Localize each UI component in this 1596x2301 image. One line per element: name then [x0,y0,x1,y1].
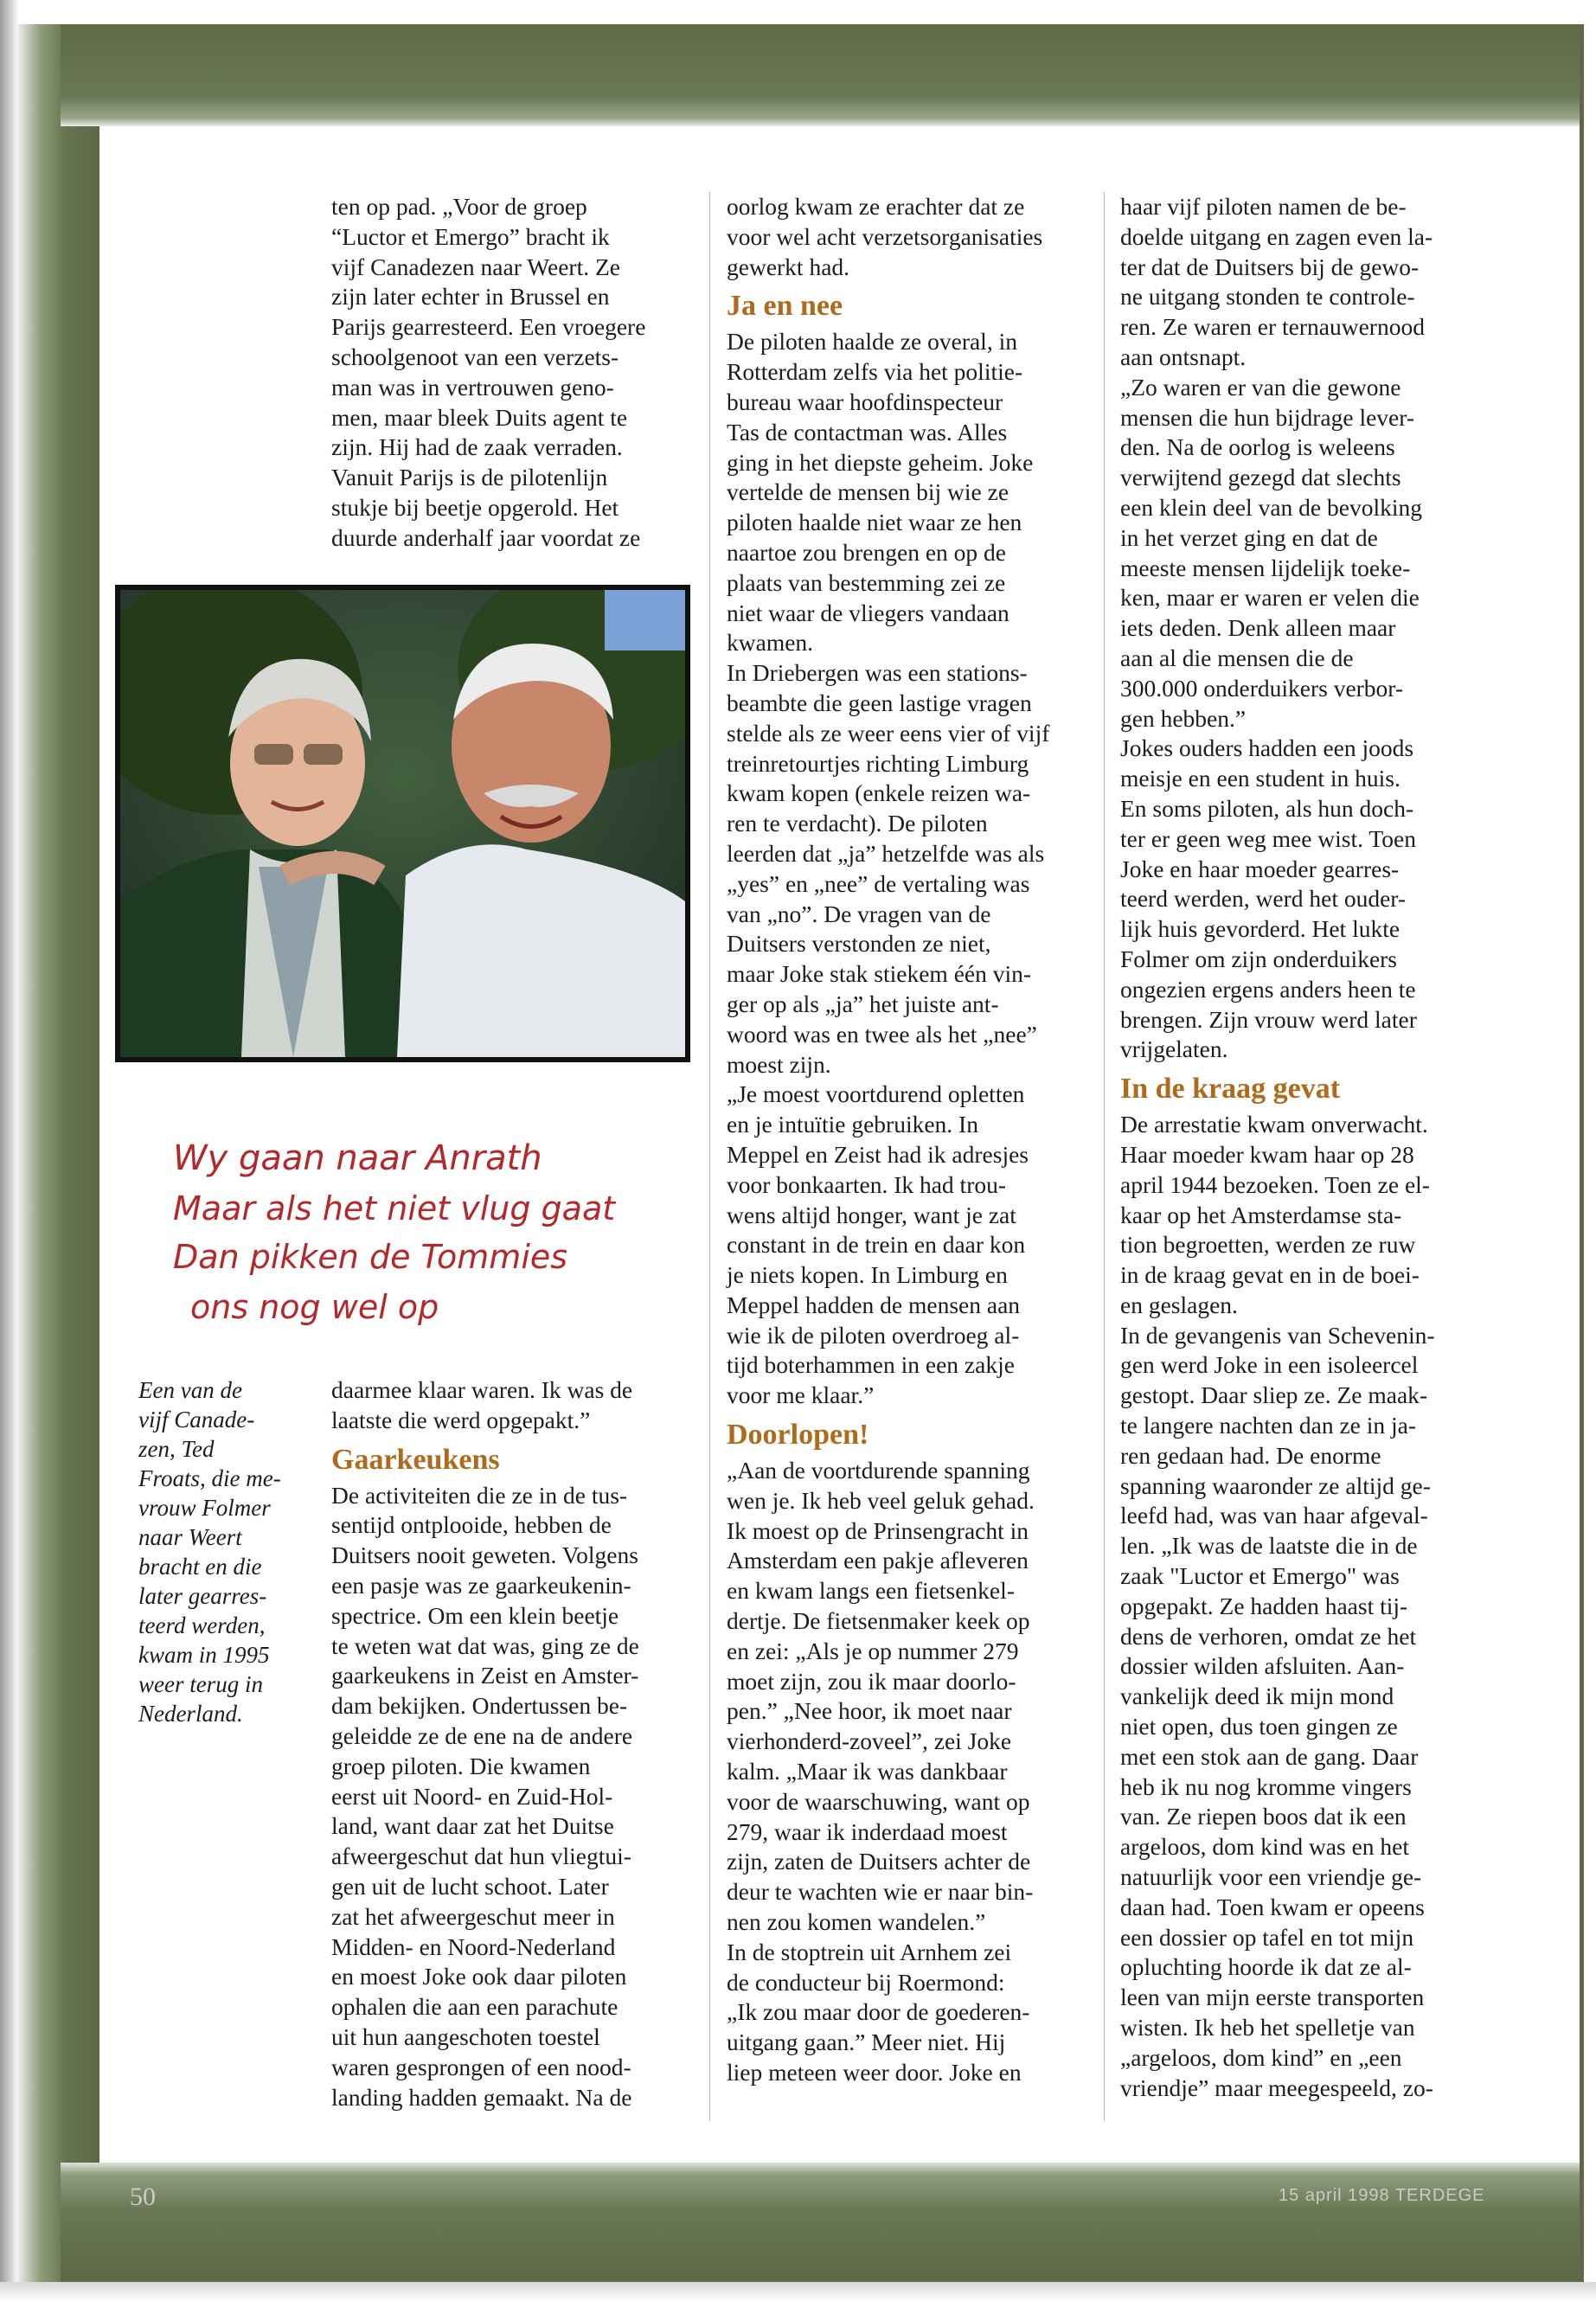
text-line: men, maar bleek Duits agent te [331,403,628,431]
column-1-top [331,192,693,554]
column-2 [727,192,1088,2088]
text-line: constant in de trein en daar kon [727,1231,1026,1259]
text-line: vijf Canadezen naar Weert. Ze [331,253,620,280]
text-line: meeste mensen lijdelijk toeke- [1120,554,1411,581]
text-line: laatste die werd opgepakt.” [331,1406,591,1433]
text-line: uit hun aangeschoten toestel [331,2022,600,2050]
text-line: dam bekijken. Ondertussen be- [331,1692,628,1720]
text-line: land, want daar zat het Duitse [331,1812,614,1840]
text-line: „yes” en „nee” de vertaling was [727,869,1030,897]
caption-line: weer terug in [138,1671,263,1697]
heading-doorlopen: Doorlopen! [727,1419,869,1452]
text-line: ger op als „ja” het juiste ant- [727,990,999,1017]
text-line: „Zo waren er van die gewone [1120,373,1401,401]
heading-gaarkeukens: Gaarkeukens [331,1443,500,1476]
text-line: niet open, dus toen gingen ze [1120,1713,1398,1740]
text-line: ophalen die aan een parachute [331,1993,619,2021]
text-line: ging in het diepste geheim. Joke [727,448,1034,476]
column-divider [709,192,710,2121]
text-line: Meppel hadden de mensen aan [727,1291,1021,1318]
text-line: leerden dat „ja” hetzelfde was als [727,839,1045,867]
text-line: vriendje” maar meegespeeld, zo- [1120,2073,1433,2101]
text-line: ren gedaan had. De enorme [1120,1441,1381,1469]
text-line: een pasje was ze gaarkeukenin- [331,1571,631,1599]
text-line: doelde uitgang en zagen even la- [1120,222,1433,250]
photo-illustration [120,590,685,1057]
text-line: en zei: „Als je op nummer 279 [727,1637,1019,1664]
text-line: spectrice. Om een klein beetje [331,1601,619,1629]
text-line: een klein deel van de bevolking [1120,493,1422,521]
caption-line: teerd werden, [138,1612,266,1638]
text-line: gestopt. Daar sliep ze. Ze maak- [1120,1381,1428,1409]
text-line: en geslagen. [1120,1291,1238,1318]
left-scan-shadow [0,0,19,2301]
text-line: En soms piloten, als hun doch- [1120,794,1414,822]
text-line: leefd had, was van haar afgeval- [1120,1502,1428,1529]
text-line: gen werd Joke in een isoleercel [1120,1351,1419,1379]
text-line: ken, maar er waren er velen die [1120,584,1420,612]
text-line: je niets kopen. In Limburg en [727,1261,1008,1289]
column-3 [1120,192,1492,2103]
text-line: 279, waar ik inderdaad moest [727,1817,1008,1845]
text-line: kaar op het Amsterdamse sta- [1120,1201,1402,1228]
caption-line: vrouw Folmer [138,1495,271,1521]
text-line: sentijd ontplooide, hebben de [331,1511,612,1539]
top-green-band [61,24,1581,126]
text-line: duurde anderhalf jaar voordat ze [331,523,641,551]
text-line: Duitsers verstonden ze niet, [727,930,991,958]
text-line: tion begroetten, werden ze ruw [1120,1231,1416,1259]
heading-ja-en-nee: Ja en nee [727,290,843,323]
text-line: brengen. Zijn vrouw werd later [1120,1005,1417,1033]
text-line: oorlog kwam ze erachter dat ze [727,193,1025,220]
caption-line: zen, Ted [138,1436,215,1462]
text-line: In Driebergen was een stations- [727,659,1028,687]
text-line: niet waar de vliegers vandaan [727,599,1010,626]
text-line: dens de verhoren, omdat ze het [1120,1622,1417,1650]
handwriting-svg [164,1125,701,1332]
text-line: wie ik de piloten overdroeg al- [727,1321,1020,1349]
text-line: „Aan de voortdurende spanning [727,1457,1030,1484]
text-line: beambte die geen lastige vragen [727,689,1032,716]
text-line: gaarkeukens in Zeist en Amster- [331,1662,639,1689]
photo-couple [115,585,690,1062]
caption-line: Froats, die me- [138,1465,281,1491]
text-line: Ik moest op de Prinsengracht in [727,1516,1029,1544]
handwriting-line-1: Wy gaan naar Anrath [173,1138,542,1178]
text-line: stukje bij beetje opgerold. Het [331,493,619,521]
text-line: zat het afweergeschut meer in [331,1902,615,1930]
text-line: van. Ze riepen boos dat ik een [1120,1803,1407,1830]
text-line: Folmer om zijn onderduikers [1120,945,1398,972]
caption-line: bracht en die [138,1554,262,1580]
text-line: spanning waaronder ze altijd ge- [1120,1471,1431,1499]
text-line: Parijs gearresteerd. Een vroegere [331,313,646,341]
text-line: meisje en een student in huis. [1120,765,1401,792]
text-line: Meppel en Zeist had ik adresjes [727,1140,1029,1168]
text-line: zijn. Hij had de zaak verraden. [331,433,623,461]
text-line: wisten. Ik heb het spelletje van [1120,2014,1415,2041]
text-line: naartoe zou brengen en op de [727,538,1006,566]
text-line: In de stoptrein uit Arnhem zei [727,1938,1012,1965]
text-line: met een stok aan de gang. Daar [1120,1742,1419,1770]
text-line: gen hebben.” [1120,704,1247,732]
text-line: aan ontsnapt. [1120,343,1247,370]
text-line: vertelde de mensen bij wie ze [727,478,1010,506]
text-line: piloten haalde niet waar ze hen [727,509,1022,536]
text-line: geleidde ze de ene na de andere [331,1721,633,1749]
text-line: opgepakt. Ze hadden haast tij- [1120,1592,1408,1619]
text-line: aan al die mensen die de [1120,644,1354,671]
text-line: ne uitgang stonden te controle- [1120,283,1415,311]
text-line: len. „Ik was de laatste die in de [1120,1532,1418,1560]
text-line: afweergeschut dat hun vliegtui- [331,1843,631,1870]
text-line: Joke en haar moeder gearres- [1120,855,1400,882]
text-line: argeloos, dom kind was en het [1120,1833,1410,1861]
text-line: kwam kopen (enkele reizen wa- [727,779,1031,807]
text-line: heb ik nu nog kromme vingers [1120,1772,1412,1800]
text-line: Duitsers nooit geweten. Volgens [331,1541,638,1569]
caption-line: later gearres- [138,1583,267,1609]
text-line: Jokes ouders hadden een joods [1120,734,1414,762]
text-line: Tas de contactman was. Alles [727,418,1008,445]
text-line: voor bonkaarten. Ik had trou- [727,1170,1007,1198]
text-line: eerst uit Noord- en Zuid-Hol- [331,1782,613,1810]
text-line: zijn, zaten de Duitsers achter de [727,1848,1031,1875]
text-line: groep piloten. Die kwamen [331,1752,591,1779]
text-line: den. Na de oorlog is weleens [1120,433,1395,461]
text-line: “Luctor et Emergo” bracht ik [331,222,610,250]
text-line: wen je. Ik heb veel geluk gehad. [727,1486,1035,1514]
text-line: en je intuïtie gebruiken. In [727,1111,978,1138]
text-line: iets deden. Denk alleen maar [1120,614,1396,642]
text-line: bureau waar hoofdinspecteur [727,388,1003,415]
text-line: dossier wilden afsluiten. Aan- [1120,1652,1405,1680]
text-line: Haar moeder kwam haar op 28 [1120,1140,1414,1168]
handwriting-line-2: Maar als het niet vlug gaat [173,1189,616,1227]
text-line: Vanuit Parijs is de pilotenlijn [331,464,608,491]
text-line: te langere nachten dan ze in ja- [1120,1412,1417,1439]
caption-line: naar Weert [138,1524,242,1550]
text-line: Amsterdam een pakje afleveren [727,1547,1029,1574]
text-line: waren gesprongen of een nood- [331,2053,631,2080]
text-line: opluchting hoorde ik dat ze al- [1120,1953,1412,1981]
text-line: ter er geen weg mee wist. Toen [1120,824,1416,852]
caption-line: vijf Canade- [138,1407,255,1433]
text-line: Rotterdam zelfs via het politie- [727,358,1023,386]
bottom-scan-shadow [0,2282,1596,2301]
handwritten-note [164,1125,701,1332]
text-line: De piloten haalde ze overal, in [727,328,1017,356]
text-line: De arrestatie kwam onverwacht. [1120,1111,1428,1138]
text-line: ren te verdacht). De piloten [727,810,988,837]
text-line: maar Joke stak stiekem één vin- [727,960,1032,988]
text-line: In de gevangenis van Schevenin- [1120,1321,1435,1349]
text-line: landing hadden gemaakt. Na de [331,2083,632,2111]
text-line: ren. Ze waren er ternauwernood [1120,313,1425,341]
photo-caption [138,1375,311,1728]
text-line: moest zijn. [727,1050,831,1078]
text-line: en kwam langs een fietsenkel- [727,1577,1015,1605]
text-line: 300.000 onderduikers verbor- [1120,674,1404,702]
text-line: woord was en twee als het „nee” [727,1020,1037,1048]
text-line: een dossier op tafel en tot mijn [1120,1923,1414,1951]
text-line: „argeloos, dom kind” en „een [1120,2043,1402,2071]
page-number: 50 [130,2182,156,2211]
text-line: liep meteen weer door. Joke en [727,2059,1022,2086]
text-line: wens altijd honger, want je zat [727,1201,1016,1228]
text-line: man was in vertrouwen geno- [331,373,614,401]
bottom-green-band [61,2163,1581,2282]
heading-in-de-kraag-gevat: In de kraag gevat [1120,1073,1341,1106]
text-line: in het verzet ging en dat de [1120,523,1378,551]
handwriting-line-3: Dan pikken de Tommies [173,1238,568,1276]
column-1-bottom [331,1375,693,2112]
text-line: plaats van bestemming zei ze [727,568,1006,596]
text-line: treinretourtjes richting Limburg [727,749,1029,777]
issue-date: 15 april 1998 TERDEGE [1279,2186,1485,2205]
text-line: schoolgenoot van een verzets- [331,343,619,370]
text-line: zijn later echter in Brussel en [331,283,610,311]
text-line: voor me klaar.” [727,1381,875,1409]
text-line: voor wel acht verzetsorganisaties [727,222,1043,250]
text-line: daan had. Toen kwam er opeens [1120,1893,1425,1920]
text-line: de conducteur bij Roermond: [727,1968,1005,1996]
text-line: ten op pad. „Voor de groep [331,193,587,220]
text-line: ter dat de Duitsers bij de gewo- [1120,253,1420,280]
caption-line: kwam in 1995 [138,1642,270,1668]
text-line: stelde als ze weer eens vier of vijf [727,719,1050,747]
caption-line: Nederland. [138,1701,243,1727]
text-line: daarmee klaar waren. Ik was de [331,1376,633,1403]
text-line: van „no”. De vragen van de [727,900,991,927]
right-green-edge [1580,24,1584,2282]
column-divider [1104,192,1105,2121]
text-line: „Ik zou maar door de goederen- [727,1998,1030,2026]
text-line: mensen die hun bijdrage lever- [1120,403,1415,431]
text-line: vrijgelaten. [1120,1035,1228,1063]
text-line: vierhonderd-zoveel”, zei Joke [727,1727,1012,1755]
text-line: gewerkt had. [727,253,850,280]
text-line: april 1944 bezoeken. Toen ze el- [1120,1170,1430,1198]
text-line: en moest Joke ook daar piloten [331,1963,627,1990]
text-line: uitgang gaan.” Meer niet. Hij [727,2029,1006,2056]
text-line: „Je moest voortdurend opletten [727,1080,1025,1108]
text-line: deur te wachten wie er naar bin- [727,1878,1034,1906]
text-line: verwijtend gezegd dat slechts [1120,464,1401,491]
text-line: te weten wat dat was, ging ze de [331,1631,639,1659]
text-line: ongezien ergens anders heen te [1120,975,1416,1003]
text-line: teerd werden, werd het ouder- [1120,885,1407,913]
text-line: vankelijk deed ik mijn mond [1120,1682,1394,1710]
caption-line: Een van de [138,1377,242,1403]
text-line: tijd boterhammen in een zakje [727,1351,1015,1379]
text-line: nen zou komen wandelen.” [727,1908,986,1936]
text-line: dertje. De fietsenmaker keek op [727,1607,1030,1635]
text-line: zaak "Luctor et Emergo" was [1120,1562,1400,1590]
text-line: in de kraag gevat en in de boei- [1120,1261,1420,1289]
text-line: leen van mijn eerste transporten [1120,1984,1425,2011]
text-line: Midden- en Noord-Nederland [331,1932,616,1960]
text-line: kwamen. [727,629,814,657]
text-line: kalm. „Maar ik was dankbaar [727,1758,1008,1785]
text-line: gen uit de lucht schoot. Later [331,1872,609,1900]
text-line: lijk huis gevorderd. Het lukte [1120,915,1401,943]
handwriting-line-4: ons nog wel op [190,1288,439,1326]
text-line: natuurlijk voor een vriendje ge- [1120,1863,1422,1891]
text-line: De activiteiten die ze in de tus- [331,1481,628,1509]
left-green-band [17,24,99,2282]
text-line: voor de waarschuwing, want op [727,1787,1030,1815]
text-line: pen.” „Nee hoor, ik moet naar [727,1697,1012,1725]
text-line: haar vijf piloten namen de be- [1120,193,1407,220]
text-line: moet zijn, zou ik maar doorlo- [727,1667,1016,1695]
